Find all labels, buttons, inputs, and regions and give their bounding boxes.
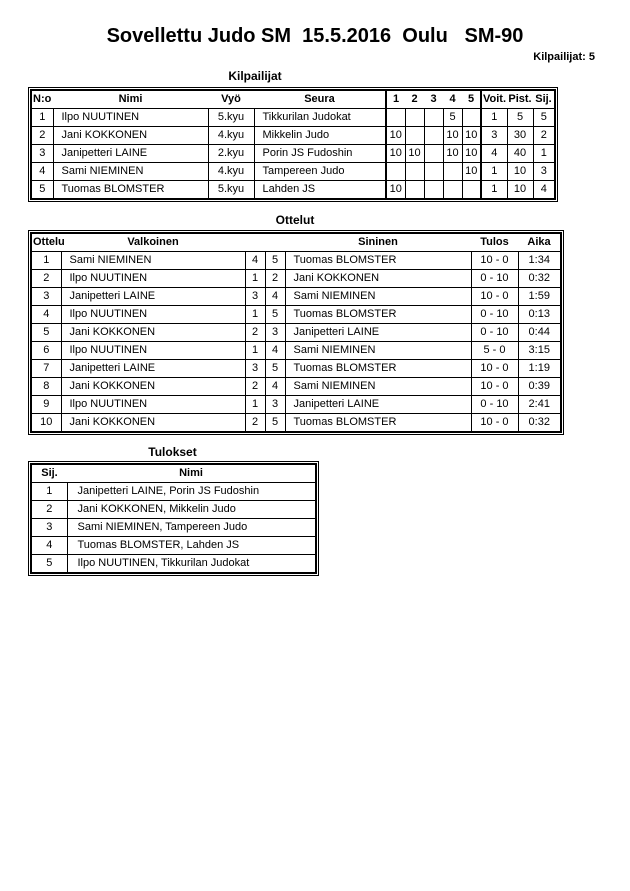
cell-match-no: 10 [31, 414, 61, 433]
cell-score-2 [405, 127, 424, 145]
cell-score-5: 10 [462, 127, 481, 145]
table-row [31, 483, 316, 501]
table-row [31, 324, 561, 342]
cell-tulos: 0 - 10 [471, 324, 518, 342]
cell-sij: 1 [533, 145, 555, 163]
col-header-valkoinen: Valkoinen [61, 233, 245, 252]
cell-vyo: 5.kyu [208, 109, 254, 127]
cell-pist: 30 [507, 127, 533, 145]
cell-vnum: 1 [245, 306, 265, 324]
col-header-no: N:o [31, 90, 53, 109]
cell-match-no: 2 [31, 270, 61, 288]
table-row [31, 360, 561, 378]
cell-voit: 3 [481, 127, 507, 145]
cell-pist: 10 [507, 163, 533, 181]
cell-valkoinen: Ilpo NUUTINEN [61, 270, 245, 288]
cell-aika: 1:59 [518, 288, 561, 306]
cell-nimi: Ilpo NUUTINEN, Tikkurilan Judokat [67, 555, 316, 574]
cell-vnum: 4 [245, 252, 265, 270]
cell-match-no: 5 [31, 324, 61, 342]
cell-pist: 40 [507, 145, 533, 163]
cell-vnum: 1 [245, 396, 265, 414]
cell-no: 5 [31, 181, 53, 200]
col-header-sij: Sij. [533, 90, 555, 109]
table-header-row [31, 464, 316, 483]
cell-tulos: 0 - 10 [471, 396, 518, 414]
table-row [31, 501, 316, 519]
col-header-vnum [245, 233, 265, 252]
col-header-aika: Aika [518, 233, 561, 252]
table-row [31, 270, 561, 288]
col-header-4: 4 [443, 90, 462, 109]
cell-score-3 [424, 181, 443, 200]
cell-seura: Tikkurilan Judokat [254, 109, 386, 127]
cell-score-3 [424, 145, 443, 163]
cell-tulos: 0 - 10 [471, 306, 518, 324]
cell-vnum: 3 [245, 360, 265, 378]
cell-match-no: 4 [31, 306, 61, 324]
table-row [31, 181, 555, 200]
table-header-row [31, 233, 561, 252]
cell-snum: 4 [265, 342, 285, 360]
ottelut-heading: Ottelut [275, 213, 315, 227]
cell-aika: 1:19 [518, 360, 561, 378]
cell-sininen: Janipetteri LAINE [285, 396, 471, 414]
cell-sij: 5 [533, 109, 555, 127]
cell-score-1: 10 [386, 181, 405, 200]
cell-sij: 1 [31, 483, 67, 501]
cell-vyo: 5.kyu [208, 181, 254, 200]
cell-score-1: 10 [386, 145, 405, 163]
table-row [31, 537, 316, 555]
cell-score-3 [424, 163, 443, 181]
table-row [31, 519, 316, 537]
table-row [31, 109, 555, 127]
cell-score-4: 5 [443, 109, 462, 127]
cell-tulos: 10 - 0 [471, 414, 518, 433]
cell-tulos: 10 - 0 [471, 252, 518, 270]
cell-voit: 1 [481, 181, 507, 200]
col-header-nimi: Nimi [67, 464, 316, 483]
cell-pist: 10 [507, 181, 533, 200]
cell-aika: 3:15 [518, 342, 561, 360]
cell-score-5 [462, 109, 481, 127]
cell-nimi: Janipetteri LAINE, Porin JS Fudoshin [67, 483, 316, 501]
col-header-3: 3 [424, 90, 443, 109]
table-row [31, 414, 561, 433]
cell-sij: 2 [31, 501, 67, 519]
cell-no: 2 [31, 127, 53, 145]
cell-score-5: 10 [462, 163, 481, 181]
cell-no: 1 [31, 109, 53, 127]
cell-score-2 [405, 109, 424, 127]
cell-nimi: Jani KOKKONEN, Mikkelin Judo [67, 501, 316, 519]
cell-valkoinen: Jani KOKKONEN [61, 414, 245, 433]
cell-nimi: Tuomas BLOMSTER, Lahden JS [67, 537, 316, 555]
col-header-voit: Voit. [481, 90, 507, 109]
col-header-sininen: Sininen [285, 233, 471, 252]
cell-aika: 0:13 [518, 306, 561, 324]
col-header-1: 1 [386, 90, 405, 109]
cell-snum: 4 [265, 378, 285, 396]
cell-match-no: 6 [31, 342, 61, 360]
cell-vyo: 4.kyu [208, 163, 254, 181]
col-header-nimi: Nimi [53, 90, 208, 109]
cell-valkoinen: Jani KOKKONEN [61, 378, 245, 396]
cell-vyo: 2.kyu [208, 145, 254, 163]
cell-snum: 5 [265, 306, 285, 324]
cell-no: 3 [31, 145, 53, 163]
tulokset-heading: Tulokset [148, 445, 197, 459]
cell-snum: 5 [265, 252, 285, 270]
table-row [31, 342, 561, 360]
col-header-pist: Pist. [507, 90, 533, 109]
cell-match-no: 7 [31, 360, 61, 378]
cell-score-2: 10 [405, 145, 424, 163]
col-header-ottelu: Ottelu [31, 233, 61, 252]
cell-sij: 4 [533, 181, 555, 200]
table-row [31, 163, 555, 181]
cell-tulos: 5 - 0 [471, 342, 518, 360]
cell-score-4: 10 [443, 145, 462, 163]
cell-match-no: 8 [31, 378, 61, 396]
cell-vyo: 4.kyu [208, 127, 254, 145]
cell-seura: Porin JS Fudoshin [254, 145, 386, 163]
col-header-sij: Sij. [31, 464, 67, 483]
cell-vnum: 2 [245, 324, 265, 342]
cell-nimi: Ilpo NUUTINEN [53, 109, 208, 127]
cell-voit: 1 [481, 163, 507, 181]
kilpailijat-heading: Kilpailijat [228, 69, 282, 83]
cell-seura: Mikkelin Judo [254, 127, 386, 145]
cell-valkoinen: Sami NIEMINEN [61, 252, 245, 270]
table-row [31, 288, 561, 306]
cell-score-1 [386, 163, 405, 181]
cell-sij: 3 [31, 519, 67, 537]
cell-voit: 1 [481, 109, 507, 127]
cell-score-4: 10 [443, 127, 462, 145]
cell-no: 4 [31, 163, 53, 181]
cell-sij: 4 [31, 537, 67, 555]
cell-aika: 0:44 [518, 324, 561, 342]
cell-tulos: 10 - 0 [471, 288, 518, 306]
cell-vnum: 1 [245, 342, 265, 360]
cell-score-1: 10 [386, 127, 405, 145]
table-row [31, 127, 555, 145]
cell-score-5: 10 [462, 145, 481, 163]
cell-sininen: Tuomas BLOMSTER [285, 306, 471, 324]
ottelut-table [30, 232, 562, 433]
cell-valkoinen: Ilpo NUUTINEN [61, 396, 245, 414]
cell-valkoinen: Janipetteri LAINE [61, 360, 245, 378]
participants-count: Kilpailijat: 5 [533, 51, 595, 63]
col-header-5: 5 [462, 90, 481, 109]
cell-score-3 [424, 127, 443, 145]
cell-nimi: Sami NIEMINEN [53, 163, 208, 181]
cell-pist: 5 [507, 109, 533, 127]
col-header-vyo: Vyö [208, 90, 254, 109]
cell-match-no: 3 [31, 288, 61, 306]
cell-nimi: Jani KOKKONEN [53, 127, 208, 145]
cell-snum: 4 [265, 288, 285, 306]
cell-score-5 [462, 181, 481, 200]
cell-vnum: 2 [245, 414, 265, 433]
cell-snum: 2 [265, 270, 285, 288]
table-row [31, 252, 561, 270]
cell-score-2 [405, 181, 424, 200]
table-row [31, 145, 555, 163]
tulokset-table [30, 463, 317, 574]
cell-score-2 [405, 163, 424, 181]
cell-snum: 5 [265, 414, 285, 433]
cell-score-3 [424, 109, 443, 127]
cell-tulos: 10 - 0 [471, 360, 518, 378]
cell-match-no: 9 [31, 396, 61, 414]
cell-snum: 3 [265, 324, 285, 342]
cell-sininen: Tuomas BLOMSTER [285, 252, 471, 270]
kilpailijat-table [30, 89, 556, 200]
cell-match-no: 1 [31, 252, 61, 270]
cell-sij: 5 [31, 555, 67, 574]
cell-vnum: 3 [245, 288, 265, 306]
cell-score-4 [443, 181, 462, 200]
cell-score-1 [386, 109, 405, 127]
cell-sininen: Sami NIEMINEN [285, 378, 471, 396]
cell-sininen: Janipetteri LAINE [285, 324, 471, 342]
table-row [31, 306, 561, 324]
cell-seura: Lahden JS [254, 181, 386, 200]
cell-tulos: 10 - 0 [471, 378, 518, 396]
cell-voit: 4 [481, 145, 507, 163]
cell-snum: 5 [265, 360, 285, 378]
cell-vnum: 2 [245, 378, 265, 396]
col-header-tulos: Tulos [471, 233, 518, 252]
cell-nimi: Sami NIEMINEN, Tampereen Judo [67, 519, 316, 537]
cell-sininen: Tuomas BLOMSTER [285, 414, 471, 433]
cell-valkoinen: Jani KOKKONEN [61, 324, 245, 342]
cell-sininen: Sami NIEMINEN [285, 288, 471, 306]
col-header-seura: Seura [254, 90, 386, 109]
col-header-snum [265, 233, 285, 252]
page-title: Sovellettu Judo SM 15.5.2016 Oulu SM-90 [106, 25, 524, 47]
table-row [31, 555, 316, 574]
cell-seura: Tampereen Judo [254, 163, 386, 181]
table-row [31, 396, 561, 414]
cell-vnum: 1 [245, 270, 265, 288]
cell-aika: 0:32 [518, 270, 561, 288]
cell-aika: 2:41 [518, 396, 561, 414]
cell-sij: 3 [533, 163, 555, 181]
cell-tulos: 0 - 10 [471, 270, 518, 288]
cell-nimi: Janipetteri LAINE [53, 145, 208, 163]
cell-nimi: Tuomas BLOMSTER [53, 181, 208, 200]
cell-sij: 2 [533, 127, 555, 145]
cell-sininen: Tuomas BLOMSTER [285, 360, 471, 378]
table-row [31, 378, 561, 396]
cell-score-4 [443, 163, 462, 181]
cell-sininen: Sami NIEMINEN [285, 342, 471, 360]
cell-valkoinen: Ilpo NUUTINEN [61, 342, 245, 360]
cell-valkoinen: Janipetteri LAINE [61, 288, 245, 306]
table-header-row [31, 90, 555, 109]
cell-aika: 0:39 [518, 378, 561, 396]
cell-sininen: Jani KOKKONEN [285, 270, 471, 288]
cell-aika: 0:32 [518, 414, 561, 433]
cell-valkoinen: Ilpo NUUTINEN [61, 306, 245, 324]
col-header-2: 2 [405, 90, 424, 109]
cell-snum: 3 [265, 396, 285, 414]
cell-aika: 1:34 [518, 252, 561, 270]
